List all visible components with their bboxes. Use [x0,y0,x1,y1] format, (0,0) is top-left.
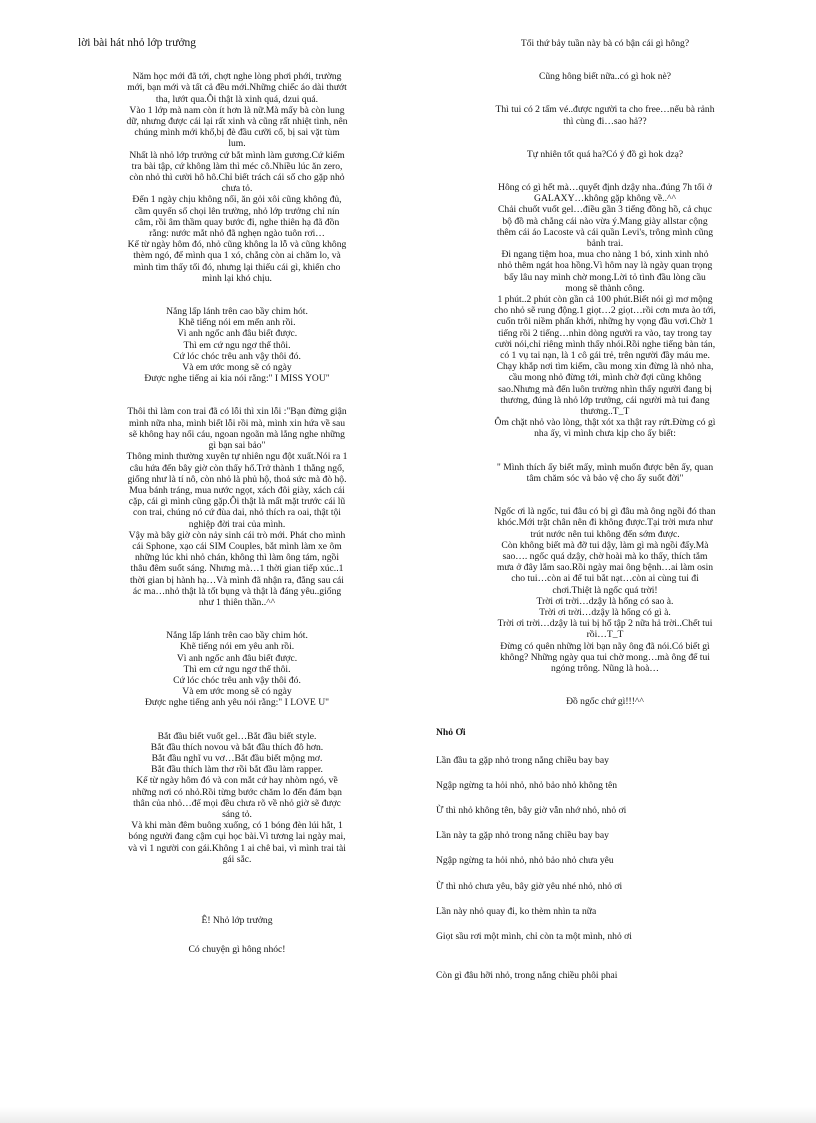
text-line: Bắt đầu thích novou và bắt đầu thích đô hơn. [150,741,324,753]
text-line: cho tui…còn ai để tui bắt nạt…còn ai cùng tui đi [511,573,699,585]
text-line: những lúc khi nhỏ chán, không thì làm ông tám, ngồi [135,552,339,564]
text-line: Thôi thì làm con trai đã có lỗi thì xin lỗi :"Bạn đừng giận [127,406,347,418]
poem-line: Còn gì đâu hỡi nhỏ, trong nắng chiều phôi phai [436,970,618,982]
text-line: cuốn trôi niềm phấn khởi, những hy vọng đầu vơi.Chờ 1 [496,316,714,328]
text-line: Trời ơi trời…dzậy là hổng có gì à. [539,606,671,618]
text-line: tra bài tập, cứ không làm thì méc cô.Nhiều lúc ăn zero, [131,160,343,172]
text-line: ác ma…nhỏ thật là tốt bụng và thật là đáng yêu..giống [132,585,342,597]
text-line: trút nước nên tui không đến sớm được. [530,528,680,540]
text-line: Còn không biết mà đỡ tui dậy, làm gì mà ngồi đấy.Mà [501,539,709,551]
text-line: bấy lâu nay mình chờ mong.Lời tỏ tình đầu lòng cầu [504,271,706,283]
text-line: Bắt đầu nghĩ vu vơ…Bắt đầu biết mộng mơ. [151,752,323,764]
dialogue-line: Tối thứ bảy tuần này bà có bận cái gì hông? [520,38,690,49]
text-line: mong sẽ thành công. [565,282,645,294]
text-line: bộ đồ mà chẳng cái nào vừa ý.Mang giày allstar cộng [502,215,708,227]
text-line: Nhất là nhỏ lớp trưởng cứ bắt mình làm gương.Cứ kiểm [129,149,345,161]
text-line: Ngốc ơi là ngốc, tui đâu có bị gì đâu mà ông ngồi đó than [494,506,716,518]
dialogue-line: Cũng hông biết nữa..có gì hok nè? [538,71,672,83]
text-line: nhỏ thêm ngát hoa hồng.Vì hôm nay là ngày quan trọng [497,260,713,272]
text-line: cặp, cái gì mình cũng gặp.Ôi thật là mất mặt trước cái lũ [128,496,346,508]
text-line: không? Những ngày qua tui chờ mong…mà ông để tui [500,651,710,663]
text-line: câu hứa đến bây giờ còn thấy hổ.Trở thành 1 thằng ngố, [129,462,345,474]
text-line: Thì em cứ ngu ngơ thế thôi. [183,339,291,351]
dialogue-line: Có chuyện gì hông nhóc! [188,944,286,956]
text-line: thương..T_T [580,406,630,418]
text-line: có 1 vụ tai nạn, là 1 cô gái trẻ, trên người đầy máu me. [500,350,710,362]
section-heading: Nhỏ Ơi [436,727,466,739]
dialogue-line: Thì tui có 2 tấm vé..được người ta cho free…nếu bà rảnh thì cùng đi…sao hả?? [495,104,715,127]
text-line: Vì anh ngốc anh đâu biết được. [176,328,298,340]
text-line: cầm quyển sổ chọi lên trường, nhỏ lớp trưởng chỉ nín [134,205,340,217]
dialogue-line: Ê! Nhỏ lớp trưởng [201,915,273,926]
text-line: lum. [228,138,246,150]
text-line: Đi ngang tiệm hoa, mua cho nàng 1 bó, xinh xinh nhỏ [501,249,709,261]
text-line: cho nhỏ sẽ rung động.1 giọt…2 giọt…rồi cơn mưa ào tới, [494,305,716,317]
text-line: những nơi có nhỏ.Rồi từng bước chăm lo đến đám bạn [132,786,342,798]
story-date [434,182,776,440]
text-line: Cứ lóc chóc trêu anh vậy thôi đó. [173,674,301,686]
poem-line: Ngập ngừng ta hỏi nhỏ, nhỏ bảo nhỏ không tên [436,779,618,791]
text-line: giống như là tí nô, còn nhỏ là phủ hộ, thoả sức mà đò hộ. [127,473,347,485]
text-line: Nắng lấp lánh trên cao bầy chim hót. [166,306,308,318]
text-line: Ôm chặt nhỏ vào lòng, thật xót xa thật ray rứt.Đừng có gì [494,417,716,429]
text-line: Kể từ ngày hôm đó, nhỏ cũng không la lỗ và cũng không [127,239,347,251]
dialogue-line: Tự nhiên tốt quá ha?Có ý đồ gì hok dzạ? [526,148,684,160]
poem-lines [434,755,776,943]
text-line: mình nữa nha, mình biết lỗi rồi mà, mình xin hứa về sau [128,417,346,429]
page-footer-shadow [0,1107,816,1123]
text-line: mình tìm thấy tối đó, nhưng lại thiếu cái gì, khiến cho [133,261,341,273]
text-line: tiếng rồi 2 tiếng…nhìn dòng người ra vào, tay trong tay [498,327,712,339]
page-title: lời bài hát nhỏ lớp trưởng [78,37,197,49]
text-line: thèm ngó, để mình qua 1 xó, chẳng còn ai chăm lo, và [133,250,341,262]
text-line: Hông có gì hết mà…quyết định dzậy nha..đúng 7h tối ở [498,182,712,194]
text-line: Đừng có quên những lời bạn nãy ông đã nói.Có biết gì [500,640,710,652]
text-line: gái sắc. [222,853,252,865]
text-line: bóng người đang cậm cụi học bài.Vì tương lai ngày mai, [128,831,346,843]
poem-line: Lần này ta gặp nhỏ trong nắng chiều bay bay [436,830,609,842]
text-line: Được nghe tiếng ai kia nói rằng:" I MISS YOU" [144,373,330,385]
text-line: thương, đúng là nhỏ lớp trưởng, cái người mà tui đang [500,394,710,406]
text-line: còn nhỏ thì cười hô hô.Chỉ biết trách cái số cho gặp nhỏ [129,172,345,184]
text-line: tâm chăm sóc và bảo vệ cho ấy suốt đời" [526,472,684,484]
text-line: thâu đêm suốt sáng. Nhưng mà…1 thời gian tiếp xúc..1 [130,563,344,575]
story-intro [74,71,400,284]
poem-line: Lần đầu ta gặp nhỏ trong nắng chiều bay bay [436,754,609,766]
text-line: Vì anh ngốc anh đâu biết được. [176,652,298,664]
text-line: Khẽ tiếng nói em yêu anh rồi. [179,641,295,653]
text-line: Chạy khắp nơi tìm kiếm, cầu mong xin đừng là nhỏ nha, [496,361,714,373]
text-line: cười nói,chỉ riêng mình thấy nhói.Rồi nghe tiếng bàn tán, [494,338,716,350]
chorus-1 [74,306,400,384]
poem-line: Ngập ngừng ta hỏi nhỏ, nhỏ bảo nhỏ chưa yêu [436,855,614,867]
text-line: Cứ lóc chóc trêu anh vậy thôi đó. [173,350,301,362]
text-line: Bắt đầu biết vuốt gel…Bắt đầu biết style. [157,730,317,742]
poem-line: Ừ thì nhỏ không tên, bây giờ vẫn nhớ nhỏ, nhỏ ơi [436,804,627,816]
text-line: cái Sphone, xạo cái SIM Couples, bắt mình làm xe ôm [132,540,342,552]
text-line: khóc.Mới trật chân nên đi không được.Tại trời mưa như [497,517,713,529]
text-line: Chải chuốt vuốt gel…điều gần 3 tiếng đồng hồ, cả chục [498,204,712,216]
text-line: câm, rồi âm thầm quay bước đi, nghe thiên hạ đã đồn [134,216,340,228]
text-line: rồi…T_T [586,629,624,641]
text-line: Và em ước mong sẽ có ngày [182,362,292,374]
text-line: chơi.Thiệt là ngốc quá trời! [552,584,658,596]
text-line: Và em ước mong sẽ có ngày [182,686,292,698]
text-line: cầu mong nhỏ đừng tới, mình chờ đợi cũng không [508,372,702,384]
text-line: Bắt đầu thích làm thơ rồi bắt đầu làm rapper. [151,764,323,776]
text-line: sáng tỏ. [222,808,252,820]
text-line: Trời ơi trời…dzậy là tui bị hố tập 2 nữa hả trời..Chết tui [497,618,713,630]
story-apology [74,406,400,608]
text-line: mình lại khó chịu. [202,272,272,284]
text-line: mới, bạn mới và tất cả đều mới.Những chiếc áo dài thướt [127,82,347,94]
text-line: bảnh trai. [586,238,624,250]
text-line: 1 phút..2 phút còn gần cả 100 phút.Biết nói gì mơ mộng [497,294,713,306]
text-line: dữ, nhưng được cái lại rất xinh và cũng rất nhiệt tình, nên [126,116,348,128]
text-line: rằng: nước mắt nhỏ đã nghẹn ngào tuôn rơi… [149,228,325,240]
text-line: Kể từ ngày hôm đó và con mắt cứ hay nhòm ngó, về [136,775,338,787]
text-line: Vào 1 lớp mà nam còn ít hơn là nữ.Mà mấy bà còn lung [129,104,345,116]
poem-line: Lần này nhỏ quay đi, ko thèm nhìn ta nữa [436,905,597,917]
text-line: chúng mình mới khổ,bị đè đầu cưỡi cổ, bị sai vặt tùm [134,127,340,139]
text-line: sao…. ngốc quá dzậy, chờ hoài mà ko thấy, thích tắm [502,550,708,562]
chorus-2 [74,630,400,708]
text-line: nha ấy, vì mình chưa kịp cho ấy biết: [534,428,676,440]
text-line: nghiệp đời trai của mình. [188,518,286,530]
text-line: Khẽ tiếng nói em mến anh rồi. [178,317,296,329]
text-line: Năm học mới đã tới, chợt nghe lòng phơi phới, trường [132,71,342,83]
text-line: Và khi màn đêm buông xuống, có 1 bóng đèn lúi hắt, 1 [131,820,343,832]
text-line: sẽ không hay nổi cáu, ngoan ngoãn mà lắng nghe những [129,428,345,440]
story-reply [434,506,776,674]
text-line: thời gian bị hành hạ…Và mình đã nhận ra, đằng sau cái [130,574,344,586]
text-line: Vậy mà bây giờ còn nảy sinh cái trò mới. Phát cho mình [128,529,346,541]
text-line: " Mình thích ấy biết mấy, mình muốn được bên ấy, quan [496,461,714,473]
text-line: Mua bánh tráng, mua nước ngọt, xách đôi giày, xách cái [129,484,345,496]
text-line: chưa tỏ. [221,183,253,195]
text-line: như 1 thiên thần..^^ [198,596,276,608]
text-line: Nắng lấp lánh trên cao bầy chim hót. [166,630,308,642]
poem-line: Giọt sầu rơi một mình, chỉ còn ta một mình, nhỏ ơi [436,930,632,942]
text-line: tha, lướt qua.Ôi thật là xinh quá, dzui quá. [155,93,319,105]
text-line: Thì em cứ ngu ngơ thế thôi. [183,663,291,675]
closing-line: Đồ ngốc chứ gì!!!^^ [566,696,644,708]
text-line: GALAXY…không gặp không về..^^ [534,193,676,205]
text-line: Đến 1 ngày chịu không nổi, ăn gỏi xôi cũng không đủ, [132,194,342,206]
text-line: con trai, chúng nó cứ đùa dai, nhỏ thích ra oai, thật tội [133,507,341,519]
poem-line: Ừ thì nhỏ chưa yêu, bây giờ yêu nhé nhỏ, nhỏ ơi [436,880,623,892]
right-column [434,0,776,1123]
text-line: gì bạn sai bảo" [208,440,266,452]
text-line: sao.Nhưng mà đến luôn trường nhìn thấy người đang bị [498,383,712,395]
text-line: ngóng trông. Nũng là hoà… [551,662,659,674]
text-line: Được nghe tiếng anh yêu nói rằng:" I LOVE U" [144,697,330,709]
text-line: thân của nhỏ…để mọi đều chưa rõ về nhỏ giờ sẽ được [133,797,341,809]
left-column [74,0,400,1123]
text-line: thêm cái áo Lacoste và cái quần Levi's, trông mình cũng [496,226,714,238]
confession-quote [434,462,776,484]
text-line: và vì 1 người con gái.Không 1 ai chê bai, vì mình trai tài [128,842,346,854]
text-line: Thông minh thường xuyên tự nhiên ngu đột xuất.Nói ra 1 [126,451,348,463]
story-changes [74,731,400,865]
text-line: Trời ơi trời…dzậy là hổng có sao à. [536,595,674,607]
text-line: mưa ở đây lắm sao.Rồi ngày mai ông bệnh…ai làm osin [496,562,714,574]
